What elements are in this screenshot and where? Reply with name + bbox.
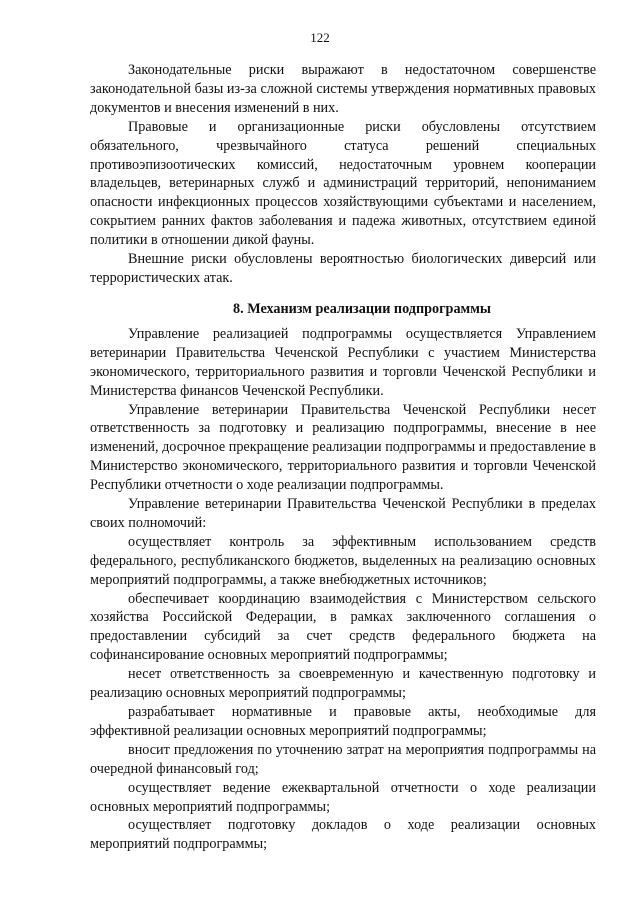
paragraph-legal-organizational-risks: Правовые и организационные риски обусловлены отсутствием обязательного, чрезвычайного статуса решений специальных противоэпизоотических комиссий, недостаточным уровнем кооперации владельцев, ветеринарных служб и администраций территорий, непониманием опасности инфекционных процессов хозяйствующими субъектами и населением, сокрытием ранних фактов заболевания и падежа животных, отсутствием единой политики в отношении дикой фауны. bbox=[90, 118, 596, 249]
paragraph-management: Управление реализацией подпрограммы осуществляется Управлением ветеринарии Правительства Чеченской Республики с участием Министерства экономического, территориального развития и торговли Чеченской Республики и Министерства финансов Чеченской Республики. bbox=[90, 325, 596, 399]
paragraph-powers-intro: Управление ветеринарии Правительства Чеченской Республики в пределах своих полномочий: bbox=[90, 496, 596, 531]
list-item-coordination: обеспечивает координацию взаимодействия с Министерством сельского хозяйства Российской Федерации, в рамках заключенного соглашения о предоставлении субсидий за счет средств федерального бюджета на софинансирование основных мероприятий подпрограммы; bbox=[90, 590, 596, 664]
list-item-reports: осуществляет подготовку докладов о ходе реализации основных мероприятий подпрограммы; bbox=[90, 817, 596, 853]
list-item-control: осуществляет контроль за эффективным использованием средств федерального, республиканского бюджетов, выделенных на реализацию основных мероприятий подпрограммы, а также внебюджетных источников; bbox=[90, 533, 596, 588]
page-body bbox=[90, 61, 596, 854]
list-item-regulations: разрабатывает нормативные и правовые акты, необходимые для эффективной реализации основных мероприятий подпрограммы; bbox=[90, 704, 596, 739]
section-heading: 8. Механизм реализации подпрограммы bbox=[233, 300, 491, 317]
paragraph-responsibility: Управление ветеринарии Правительства Чеченской Республики несет ответственность за подготовку и реализацию подпрограммы, внесение в нее изменений, досрочное прекращение реализации подпрограммы и предоставление в Министерство экономического, территориального развития и торговли Чеченской Республики отчетности о ходе реализации подпрограммы. bbox=[90, 401, 596, 494]
paragraph-legislative-risks: Законодательные риски выражают в недостаточном совершенстве законодательной базы из-за сложной системы утверждения нормативных правовых документов и внесения изменений в них. bbox=[90, 62, 596, 116]
list-item-quarterly-reporting: осуществляет ведение ежеквартальной отчетности о ходе реализации основных мероприятий подпрограммы; bbox=[90, 779, 596, 815]
list-item-timely-preparation: несет ответственность за своевременную и качественную подготовку и реализацию основных мероприятий подпрограммы; bbox=[90, 666, 596, 702]
paragraph-external-risks: Внешние риски обусловлены вероятностью биологических диверсий или террористических атак. bbox=[90, 251, 596, 286]
page-number: 122 bbox=[310, 30, 330, 45]
list-item-cost-proposals: вносит предложения по уточнению затрат на мероприятия подпрограммы на очередной финансовый год; bbox=[90, 741, 596, 777]
